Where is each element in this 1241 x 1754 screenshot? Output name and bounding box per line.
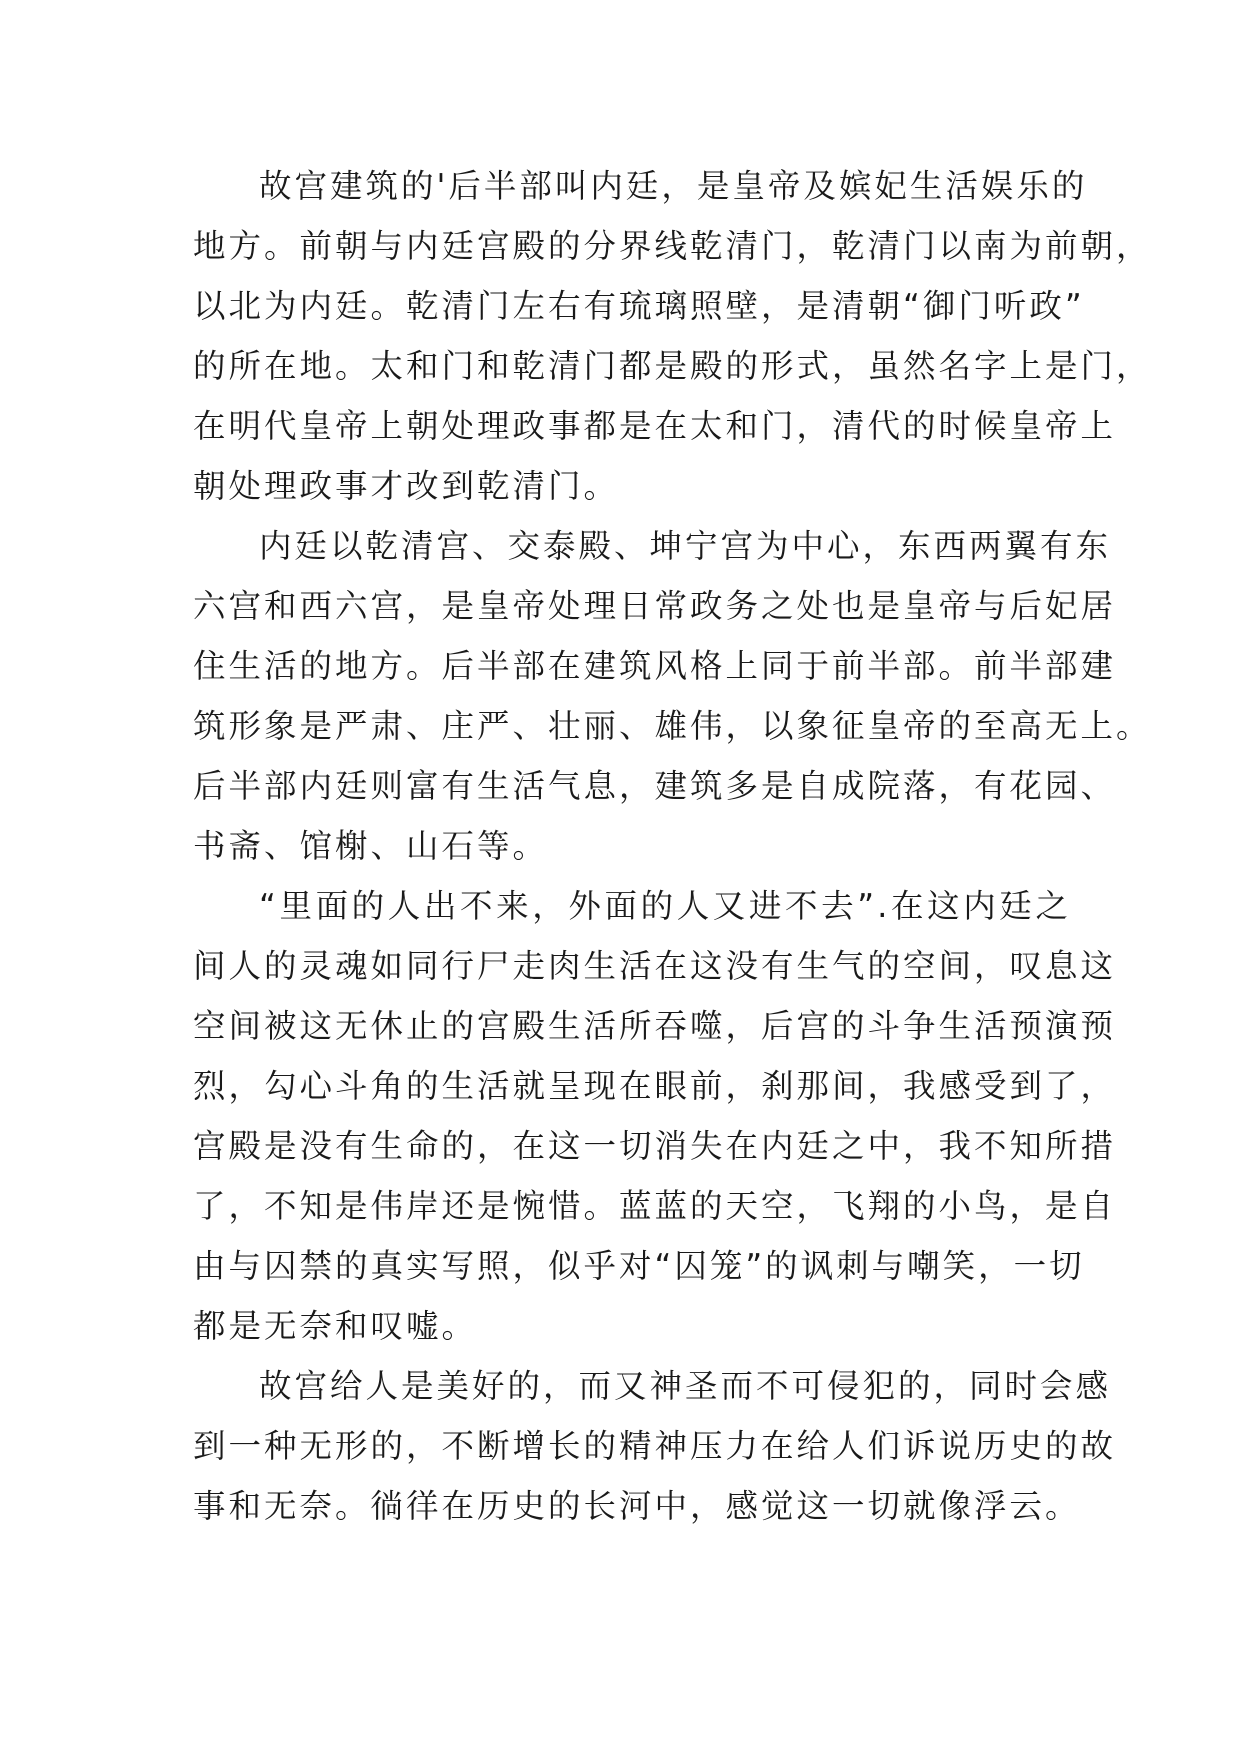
text-line: 筑形象是严肃、庄严、壮丽、雄伟，以象征皇帝的至高无上。 (193, 707, 1152, 745)
paragraph-1 (193, 156, 1152, 516)
text-line: 的所在地。太和门和乾清门都是殿的形式，虽然名字上是门， (193, 347, 1152, 385)
text-line: 内廷以乾清宫、交泰殿、坤宁宫为中心，东西两翼有东 (259, 527, 1112, 565)
text-line: 烈，勾心斗角的生活就呈现在眼前，刹那间，我感受到了， (193, 1067, 1117, 1105)
text-line: 间人的灵魂如同行尸走肉生活在这没有生气的空间，叹息这 (193, 947, 1117, 985)
text-line: 到一种无形的，不断增长的精神压力在给人们诉说历史的故 (193, 1427, 1117, 1465)
text-line: 六宫和西六宫，是皇帝处理日常政务之处也是皇帝与后妃居 (193, 587, 1117, 625)
text-line: 地方。前朝与内廷宫殿的分界线乾清门，乾清门以南为前朝， (193, 227, 1152, 265)
text-line: 书斋、馆榭、山石等。 (193, 827, 549, 865)
text-line: “里面的人出不来，外面的人又进不去”.在这内廷之 (259, 887, 1071, 925)
text-line: 故宫给人是美好的，而又神圣而不可侵犯的，同时会感 (259, 1367, 1112, 1405)
text-line: 空间被这无休止的宫殿生活所吞噬，后宫的斗争生活预演预 (193, 1007, 1117, 1045)
text-line: 在明代皇帝上朝处理政事都是在太和门，清代的时候皇帝上 (193, 407, 1117, 445)
document-body (193, 156, 1152, 1536)
text-line: 宫殿是没有生命的，在这一切消失在内廷之中，我不知所措 (193, 1127, 1117, 1165)
text-line: 住生活的地方。后半部在建筑风格上同于前半部。前半部建 (193, 647, 1117, 685)
text-line: 朝处理政事才改到乾清门。 (193, 467, 620, 505)
paragraph-2 (193, 516, 1152, 876)
text-line: 了，不知是伟岸还是惋惜。蓝蓝的天空，飞翔的小鸟，是自 (193, 1187, 1117, 1225)
text-line: 以北为内廷。乾清门左右有琉璃照壁，是清朝“御门听政” (193, 287, 1085, 325)
text-line: 故宫建筑的'后半部叫内廷，是皇帝及嫔妃生活娱乐的 (259, 167, 1088, 205)
paragraph-3 (193, 876, 1117, 1356)
text-line: 由与囚禁的真实写照，似乎对“囚笼”的讽刺与嘲笑，一切 (193, 1247, 1085, 1285)
text-line: 事和无奈。徜徉在历史的长河中，感觉这一切就像浮云。 (193, 1487, 1081, 1525)
text-line: 都是无奈和叹嘘。 (193, 1307, 478, 1345)
paragraph-4 (193, 1356, 1117, 1536)
text-line: 后半部内廷则富有生活气息，建筑多是自成院落，有花园、 (193, 767, 1117, 805)
